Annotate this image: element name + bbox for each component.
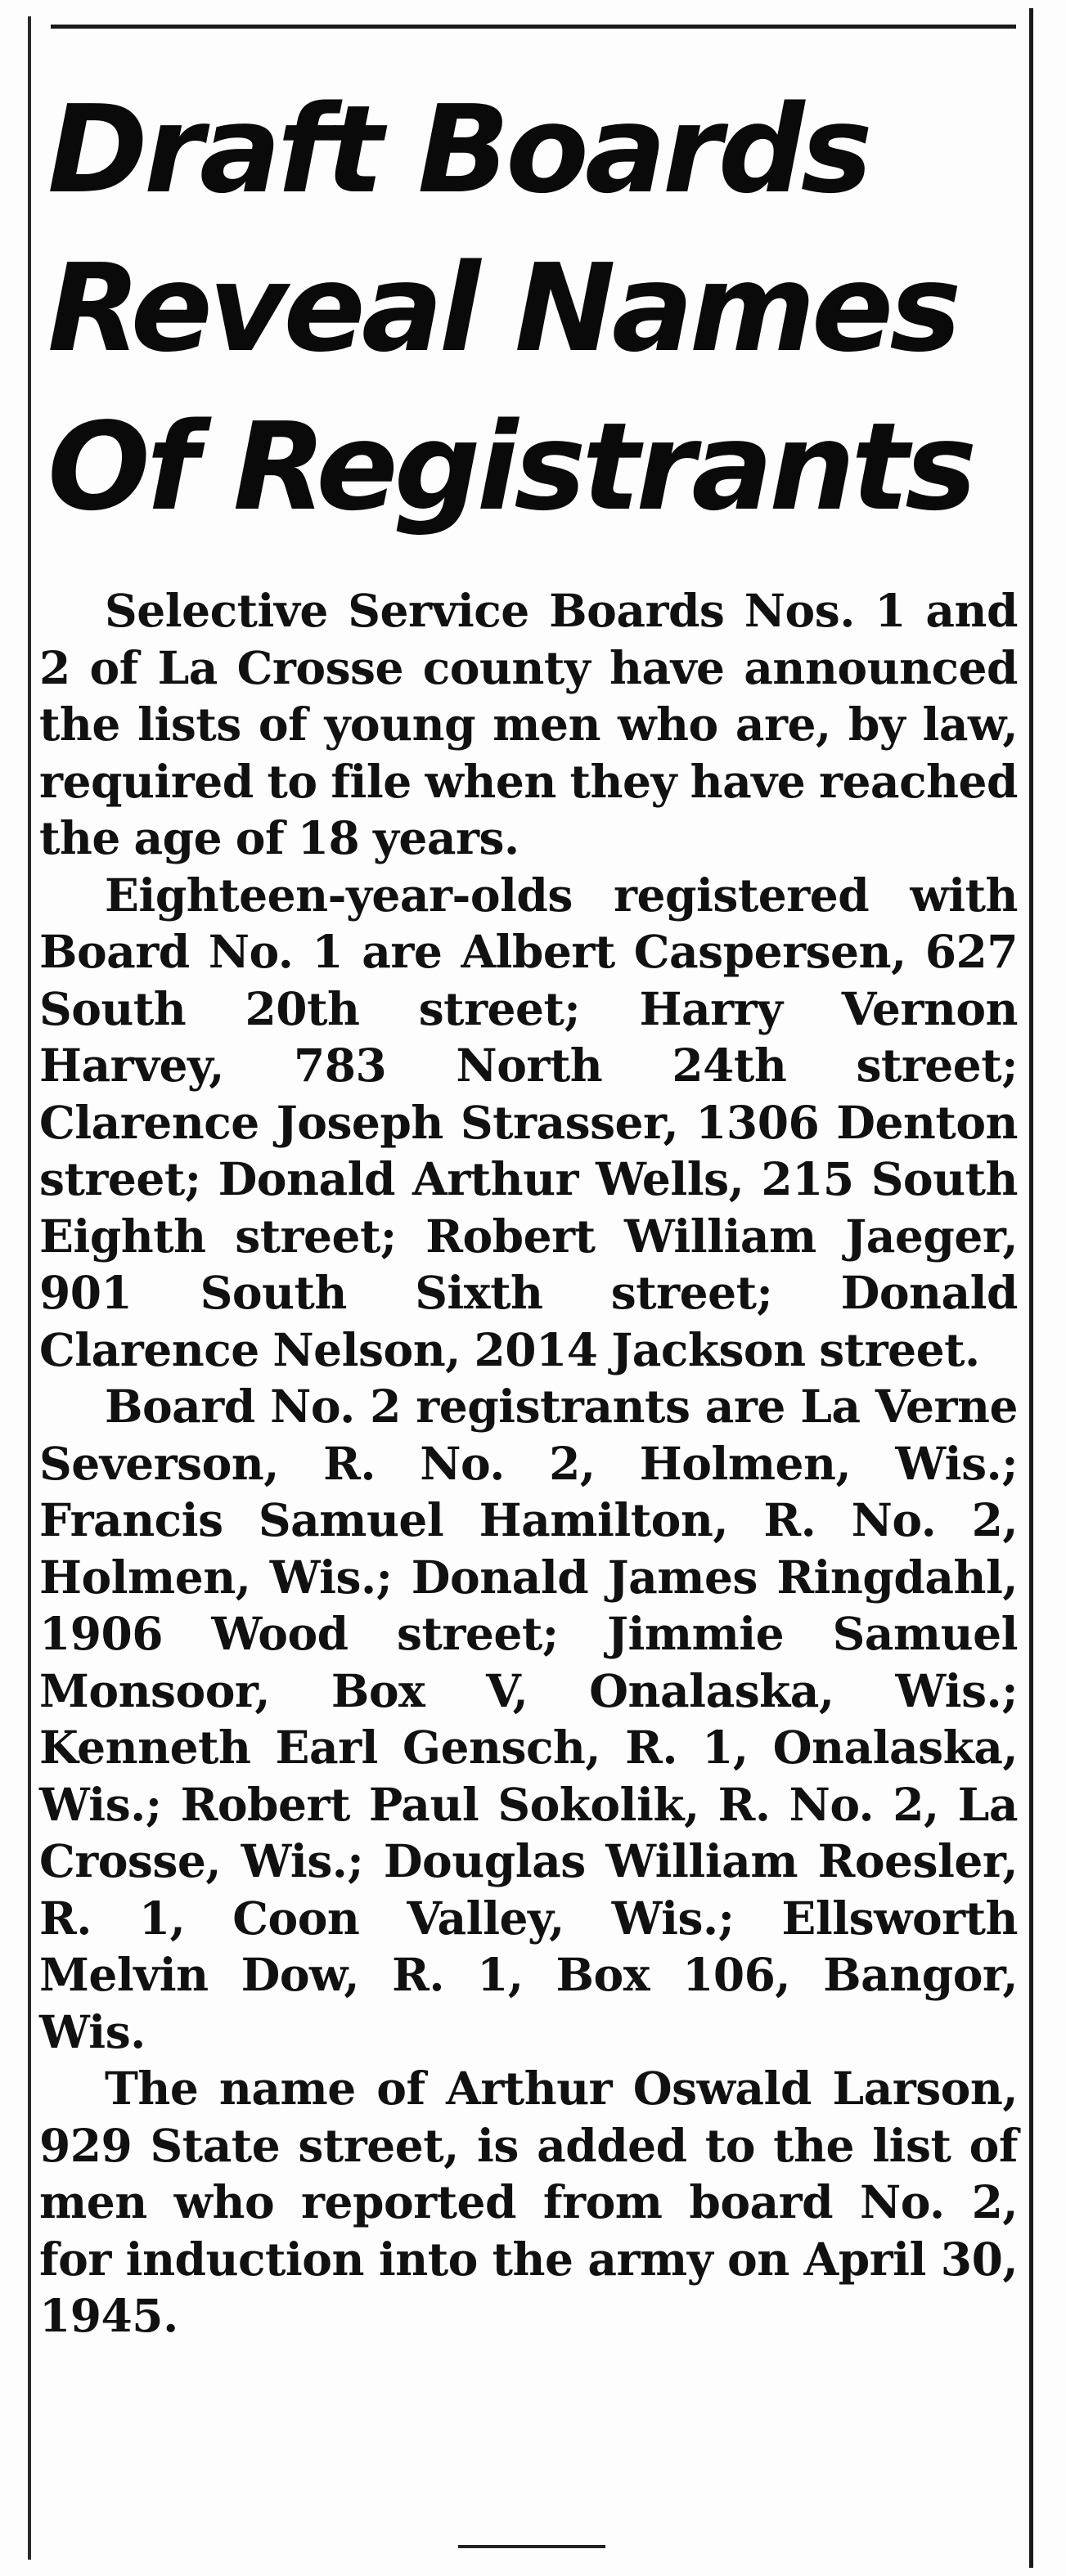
top-column-rule [51, 25, 1016, 29]
right-column-rule [1029, 8, 1033, 2568]
paragraph-board-2: Board No. 2 registrants are La Verne Severson, R. No. 2, Holmen, Wis.; Francis Samuel Hamilton, R. No. 2, Holmen, Wis.; Donald James Ringdahl, 1906 Wood street; Jimmie Samuel Monsoor, Box V, Onalaska, Wis.; Kenneth Earl Gensch, R. 1, Onalaska, Wis.; Robert Paul Sokolik, R. No. 2, La Crosse, Wis.; Douglas William Roesler, R. 1, Coon Valley, Wis.; Ellsworth Melvin Dow, R. 1, Box 106, Bangor, Wis. [39, 1380, 1018, 2058]
bottom-cut-mark [458, 2545, 605, 2548]
left-column-rule [28, 16, 31, 2560]
headline-line-1: Draft Boards [47, 79, 869, 220]
headline-line-3: Of Registrants [47, 397, 974, 537]
headline-line-2: Reveal Names [47, 238, 958, 379]
paragraph-board-1: Eighteen-year-olds registered with Board No. 1 are Albert Caspersen, 627 South 20th street; Harry Vernon Harvey, 783 North 24th street; Clarence Joseph Strasser, 1306 Denton street; Donald Arthur Wells, 215 South Eighth street; Robert William Jaeger, 901 South Sixth street; Donald Clarence Nelson, 2014 Jackson street. [39, 868, 1018, 1376]
paragraph-addition: The name of Arthur Oswald Larson, 929 State street, is added to the list of men who reported from board No. 2, for induction into the army on April 30, 1945. [39, 2062, 1018, 2342]
paragraph-intro: Selective Service Boards Nos. 1 and 2 of La Crosse county have announced the lists of young men who are, by law, required to file when they have reached the age of 18 years. [39, 584, 1018, 864]
headline [47, 70, 1013, 546]
article-body [39, 582, 1018, 2345]
